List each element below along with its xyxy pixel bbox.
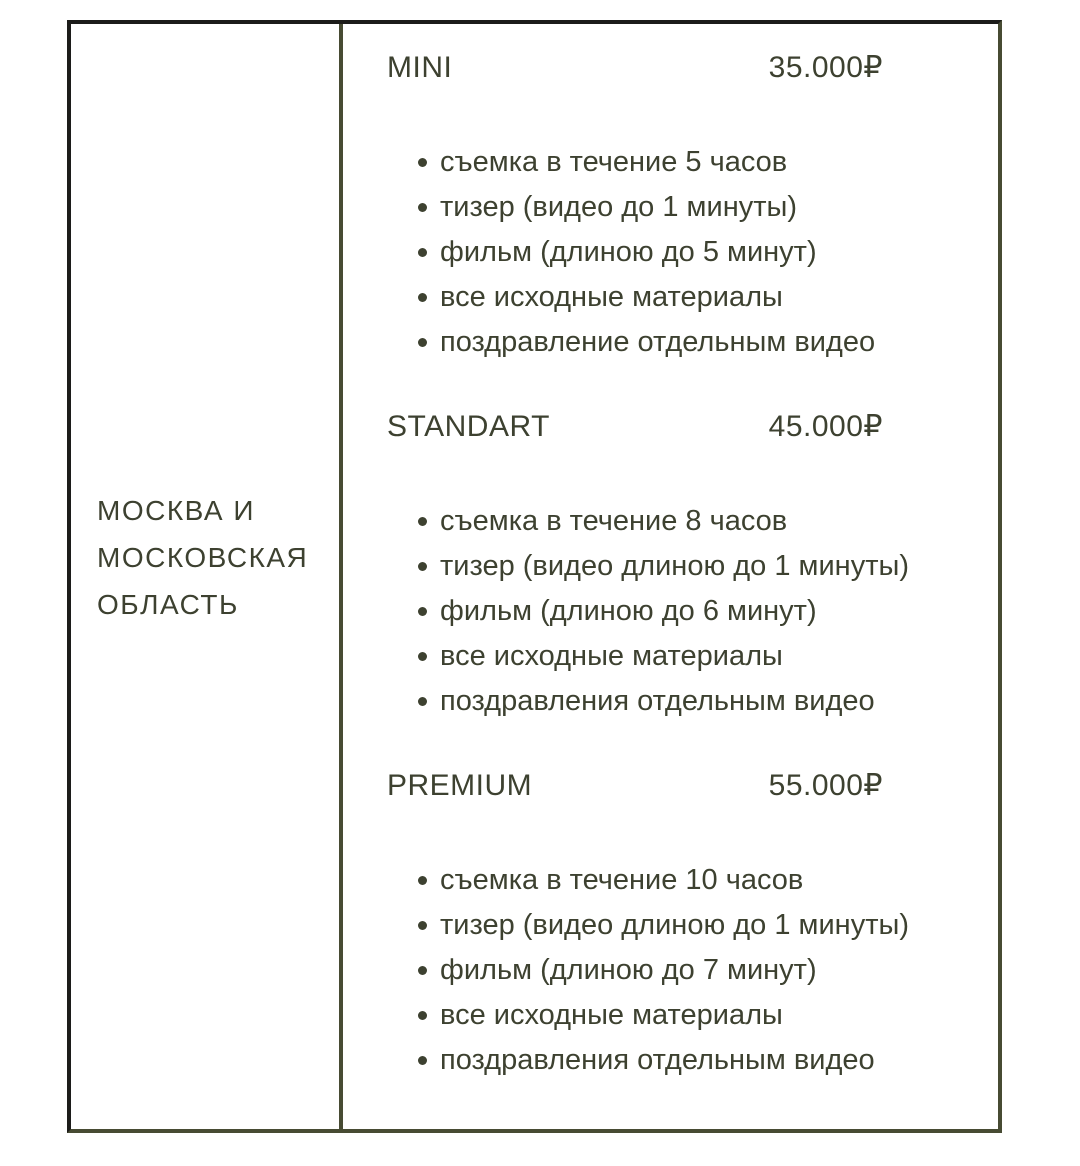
feature-text: тизер (видео длиною до 1 минуты) [440, 550, 909, 582]
bullet-icon [418, 517, 427, 526]
feature-text: фильм (длиною до 5 минут) [440, 236, 817, 268]
feature-list [387, 140, 992, 365]
bullet-icon [418, 203, 427, 212]
bullet-icon [418, 158, 427, 167]
tier-premium [387, 768, 992, 1083]
bullet-icon [418, 921, 427, 930]
region-line: МОСКОВСКАЯ [97, 542, 309, 573]
bullet-icon [418, 652, 427, 661]
feature-item [387, 140, 992, 185]
region-cell [71, 24, 343, 1129]
feature-item [387, 499, 992, 544]
tier-name-label: MINI [387, 51, 453, 84]
bullet-icon [418, 248, 427, 257]
tier-mini [387, 50, 992, 365]
tier-name-label: PREMIUM [387, 769, 533, 802]
bullet-icon [418, 1056, 427, 1065]
feature-list [387, 858, 992, 1083]
bullet-icon [418, 562, 427, 571]
feature-text: съемка в течение 5 часов [440, 146, 788, 178]
feature-item [387, 544, 992, 589]
feature-item [387, 275, 992, 320]
feature-text: фильм (длиною до 6 минут) [440, 595, 817, 627]
feature-text: съемка в течение 10 часов [440, 864, 804, 896]
feature-text: поздравление отдельным видео [440, 326, 876, 358]
feature-item [387, 185, 992, 230]
region-line: МОСКВА И [97, 495, 255, 526]
tier-price: 55.000₽ [768, 769, 883, 802]
feature-item [387, 230, 992, 275]
feature-text: съемка в течение 8 часов [440, 505, 788, 537]
feature-text: все исходные материалы [440, 281, 783, 313]
tier-price: 45.000₽ [768, 410, 883, 443]
tier-header [387, 409, 992, 445]
region-line: ОБЛАСТЬ [97, 589, 239, 620]
bullet-icon [418, 1011, 427, 1020]
feature-text: поздравления отдельным видео [440, 685, 875, 717]
feature-item [387, 903, 992, 948]
feature-item [387, 948, 992, 993]
feature-text: фильм (длиною до 7 минут) [440, 954, 817, 986]
bullet-icon [418, 876, 427, 885]
pricing-table [67, 20, 1002, 1133]
feature-item [387, 589, 992, 634]
tier-name-label: STANDART [387, 410, 550, 443]
bullet-icon [418, 293, 427, 302]
tier-header [387, 768, 992, 804]
feature-text: тизер (видео длиною до 1 минуты) [440, 909, 909, 941]
tier-standart [387, 409, 992, 724]
bullet-icon [418, 966, 427, 975]
feature-text: все исходные материалы [440, 640, 783, 672]
feature-item [387, 634, 992, 679]
feature-text: все исходные материалы [440, 999, 783, 1031]
feature-text: поздравления отдельным видео [440, 1044, 875, 1076]
bullet-icon [418, 607, 427, 616]
feature-item [387, 679, 992, 724]
plans-cell [343, 24, 998, 1129]
feature-item [387, 320, 992, 365]
feature-list [387, 499, 992, 724]
tier-header [387, 50, 992, 86]
feature-item [387, 993, 992, 1038]
tier-price: 35.000₽ [768, 51, 883, 84]
feature-item [387, 1038, 992, 1083]
feature-item [387, 858, 992, 903]
feature-text: тизер (видео до 1 минуты) [440, 191, 797, 223]
bullet-icon [418, 338, 427, 347]
region-label [97, 487, 308, 628]
bullet-icon [418, 697, 427, 706]
